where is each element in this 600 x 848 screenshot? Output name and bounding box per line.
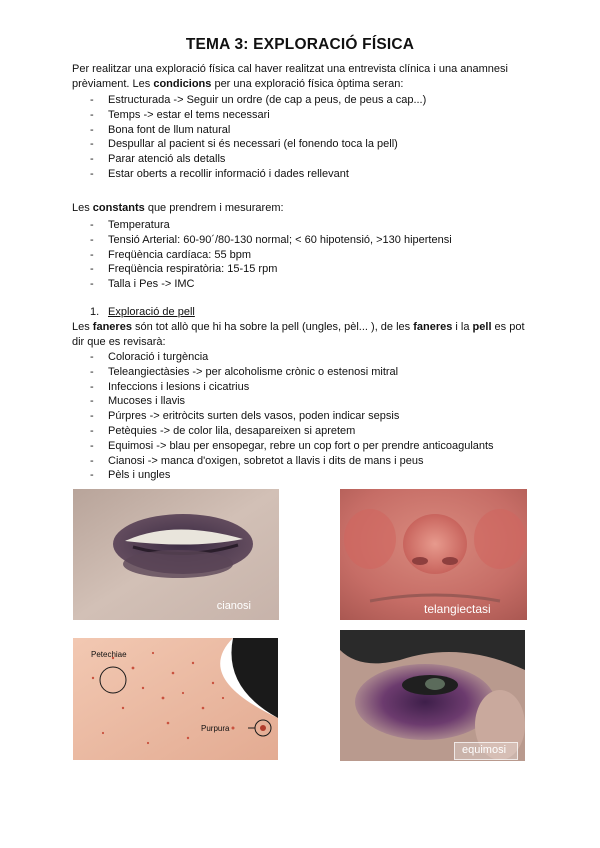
skin-text-2: són tot allò que hi ha sobre la pell (ungles, pèl... ), de les (131, 321, 414, 333)
list-item: - Talla i Pes -> IMC (72, 277, 452, 292)
petechiae-label: Petechiae (91, 650, 127, 659)
list-item: - Púrpres -> eritròcits surten dels vasos, poden indicar sepsis (72, 409, 494, 424)
list-item: - Bona font de llum natural (72, 123, 426, 138)
section-heading (90, 305, 195, 320)
equimosi-caption: equimosi (462, 744, 507, 756)
section-label: Exploració de pell (108, 306, 195, 318)
cianosi-caption: cianosi (216, 600, 251, 612)
list-item: - Mucoses i llavis (72, 394, 494, 409)
intro-text-1: Per realitzar una exploració física cal haver realitzat una entrevista clínica i una anamnesi prèviament. Les (72, 63, 508, 90)
telangiectasi-illustration (340, 489, 527, 620)
equimosi-photo (340, 630, 525, 761)
list-item: - Tensió Arterial: 60-90´/80-130 normal; < 60 hipotensió, >130 hipertensi (72, 233, 452, 248)
constants-bold: constants (92, 202, 145, 214)
skin-bold-3: pell (472, 321, 492, 333)
list-item: - Temperatura (72, 218, 452, 233)
list-item: - Despullar al pacient si és necessari (el fonendo toca la pell) (72, 137, 426, 152)
telangiectasi-photo (340, 489, 527, 620)
list-item: - Temps -> estar el tems necessari (72, 108, 426, 123)
list-item: - Estar oberts a recollir informació i dades rellevant (72, 167, 426, 182)
intro-paragraph (72, 62, 532, 92)
constants-paragraph (72, 201, 532, 216)
constants-text-2: que prendrem i mesurarem: (144, 202, 284, 214)
skin-paragraph (72, 320, 532, 350)
skin-text-4: es pot dir que es revisarà: (72, 321, 525, 348)
conditions-list (72, 93, 426, 182)
list-item: - Pèls i ungles (72, 468, 494, 483)
petechiae-photo (73, 638, 278, 760)
list-item: - Freqüència cardíaca: 55 bpm (72, 248, 452, 263)
list-item: - Infeccions i lesions i cicatrius (72, 380, 494, 395)
telangiectasi-caption: telangiectasi (424, 602, 491, 616)
intro-text-2: per una exploració física òptima seran: (211, 78, 404, 90)
list-item: - Freqüència respiratòria: 15-15 rpm (72, 262, 452, 277)
skin-bold-1: faneres (92, 321, 132, 333)
section-number: 1. (90, 306, 100, 318)
page-title: TEMA 3: EXPLORACIÓ FÍSICA (185, 36, 415, 53)
skin-list (72, 350, 494, 483)
constants-text-1: Les (72, 202, 93, 214)
list-item: - Teleangiectàsies -> per alcoholisme crònic o estenosi mitral (72, 365, 494, 380)
skin-bold-2: faneres (413, 321, 453, 333)
list-item: - Cianosi -> manca d'oxigen, sobretot a llavis i dits de mans i peus (72, 454, 494, 469)
constants-list (72, 218, 452, 292)
list-item: - Equimosi -> blau per ensopegar, rebre un cop fort o per prendre anticoagulants (72, 439, 494, 454)
intro-bold-condicions: condicions (153, 78, 212, 90)
skin-text-1: Les (72, 321, 93, 333)
list-item: - Petèquies -> de color lila, desapareixen si apretem (72, 424, 494, 439)
list-item: - Estructurada -> Seguir un ordre (de cap a peus, de peus a cap...) (72, 93, 426, 108)
cianosi-photo (73, 489, 279, 620)
list-item: - Coloració i turgència (72, 350, 494, 365)
purpura-label: Purpura (201, 724, 230, 733)
skin-text-3: i la (452, 321, 473, 333)
list-item: - Parar atenció als detalls (72, 152, 426, 167)
